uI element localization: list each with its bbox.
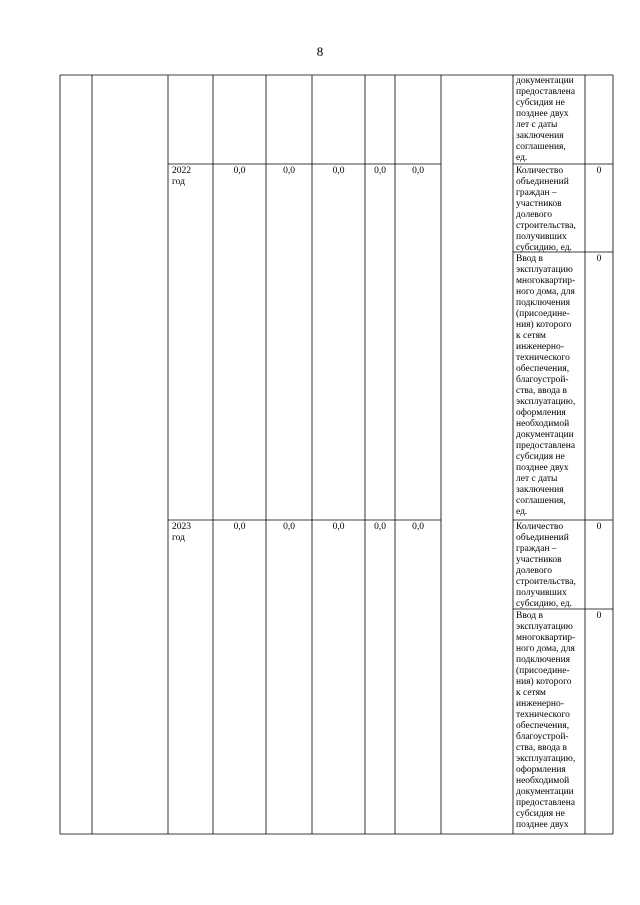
value-cell: 0,0	[283, 166, 295, 176]
value-cell: 0,0	[283, 522, 295, 532]
indicator-value: 0	[596, 611, 602, 621]
year-label-2022: 2022 год	[172, 166, 191, 187]
indicator-commissioning: Ввод в эксплуатацию многоквартир- ного дома, для подключения (присоедине- ния) которого к сетям инженерно- технического обеспечения, благоустрой- ства, ввода в эксплуатацию, оформления необходимой документации предоставлена субсидия не позднее двух лет с даты заключения соглашения, ед.	[516, 254, 576, 517]
indicator-commissioning: Ввод в эксплуатацию многоквартир- ного дома, для подключения (присоедине- ния) которого к сетям инженерно- технического обеспечения, благоустрой- ства, ввода в эксплуатацию, оформления необходимой документации предоставлена субсидия не позднее двух	[516, 611, 576, 830]
value-cell: 0,0	[332, 166, 345, 176]
indicator-text-continued: документации предоставлена субсидия не позднее двух лет с даты заключения соглашения, ед.	[516, 76, 576, 163]
indicator-value: 0	[596, 166, 602, 176]
indicator-value: 0	[596, 254, 602, 264]
value-cell: 0,0	[412, 166, 424, 176]
value-cell: 0,0	[374, 166, 386, 176]
value-cell: 0,0	[233, 522, 246, 532]
value-cell: 0,0	[412, 522, 424, 532]
value-cell: 0,0	[374, 522, 386, 532]
year-label-2023: 2023 год	[172, 522, 191, 543]
indicator-participants-count: Количество объединений граждан – участников долевого строительства, получивших субсидию, ед.	[516, 166, 576, 253]
indicator-participants-count: Количество объединений граждан – участников долевого строительства, получивших субсидию, ед.	[516, 522, 576, 609]
page-number: 8	[316, 44, 324, 59]
value-cell: 0,0	[332, 522, 345, 532]
value-cell: 0,0	[233, 166, 246, 176]
indicator-value: 0	[596, 522, 602, 532]
